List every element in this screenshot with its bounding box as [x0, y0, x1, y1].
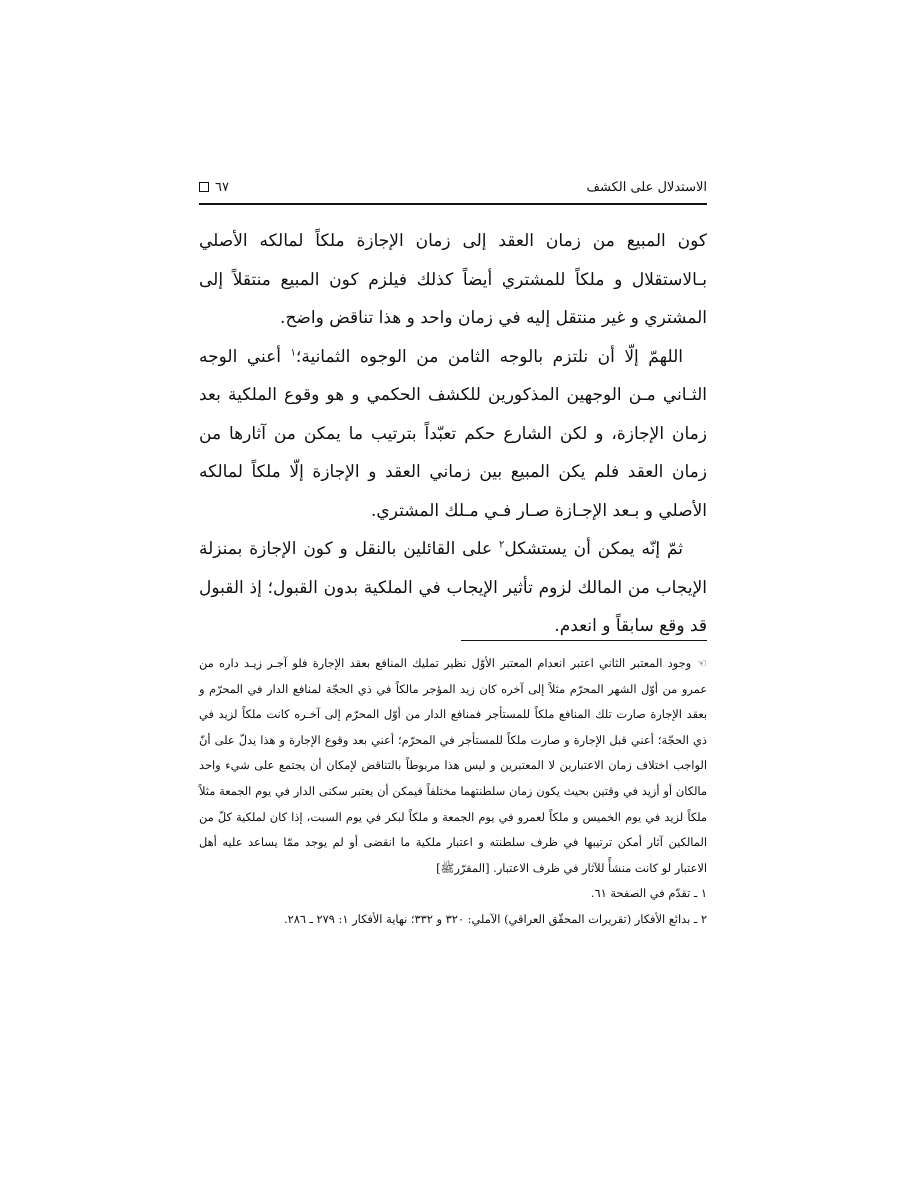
paragraph-3: [199, 530, 707, 646]
footnotes: [199, 651, 707, 933]
header-rule: [199, 203, 707, 205]
running-title: الاستدلال على الكشف: [586, 179, 707, 195]
page-header: [199, 176, 707, 198]
pointing-hand-icon: ☜: [697, 657, 707, 670]
main-text: [199, 222, 707, 646]
paragraph-2: [199, 338, 707, 531]
page-number: ٦٧: [215, 179, 229, 195]
author-footnote-text: وجود المعتبر الثاني اعتبر انعدام المعتبر الأوّل نظير تمليك المنافع بعقد الإجارة فلو آجـر زيـد داره من عمرو من أوّل الشهر المحرّم مثلاً إلى آخره كان زيد المؤجر مالكاً في ذي الحجّة لمنافع الدار في المحرّم و بعقد الإجارة صارت تلك المنافع ملكاً للمستأجر فمنافع الدار من أوّل المحرّم إلى آخـره كانت ملكاً لزيد في ذي الحجّة؛ أعني قبل الإجارة و صارت ملكاً للمستأجر في المحرّم؛ أعني بعد وقوع الإجارة و هذا يدلّ على أنّ الواجب اختلاف زمان الاعتبارين لا المعتبرين و ليس هذا مربوطاً بالتناقض لإمكان أن يجتمع على شيء واحد مالكان أو أزيد في وقتين بحيث يكون زمان سلطنتهما مختلفاً فيمكن أن يعتبر سكنى الدار في يوم الجمعة مثلاً ملكاً لزيد في يوم الخميس و ملكاً لعمرو في يوم الجمعة و ملكاً لبكر في يوم السبت، إذا كان لملكية كلّ من المالكين آثار أمكن ترتيبها في ظرف سلطنته و اعتبار ملكية ما انقضى أو لم يوجد ممّا يساعد عليه أهل الاعتبار لو كانت منشأً للآثار في ظرف الاعتبار. [المقرّرﷺ]: [199, 656, 707, 875]
footnote-ref-1[interactable]: ١: [290, 346, 296, 358]
paragraph-1: كون المبيع من زمان العقد إلى زمان الإجازة ملكاً لمالكه الأصلي بـالاستقلال و ملكاً للمشتري أيضاً كذلك فيلزم كون المبيع منتقلاً إلى المشتري و غير منتقل إليه في زمان واحد و هذا تناقض واضح.: [199, 231, 707, 328]
square-icon: [199, 182, 209, 192]
footnote-rule: [461, 640, 707, 641]
author-footnote: [199, 651, 707, 881]
footnote-2: ٢ ـ بدائع الأفكار (تقريرات المحقّق العراقي) الآملي: ٣٢٠ و ٣٣٢؛ نهاية الأفكار ١: ٢٧٩ ـ ٢٨٦.: [283, 911, 707, 926]
footnote-1: ١ ـ تقدّم في الصفحة ٦١.: [590, 886, 707, 901]
paragraph-2-text-b: أعني الوجه الثـاني مـن الوجهين المذكورين للكشف الحكمي و هو وقوع الملكية بعد زمان الإجازة، و لكن الشارع حكم تعبّداً بترتيب ما يمكن من آثارها من زمان العقد فلم يكن المبيع بين زماني العقد و الإجازة إلّا ملكاً لمالكه الأصلي و بـعد الإجـازة صـار فـي مـلك المشتري.: [199, 346, 707, 521]
paragraph-2-text-a: اللهمّ إلّا أن نلتزم بالوجه الثامن من الوجوه الثمانية؛: [295, 346, 683, 367]
page-number-group: [199, 180, 229, 195]
paragraph-3-text-a: ثمّ إنّه يمكن أن يستشكل: [504, 539, 683, 559]
footnote-ref-2[interactable]: ٢: [498, 539, 505, 551]
paragraph-3-text-b: على القائلين بالنقل و كون الإجازة بمنزلة الإيجاب من المالك لزوم تأثير الإيجاب في الملكية بدون القبول؛ إذ القبول قد وقع سابقاً و انعدم.: [199, 539, 707, 636]
